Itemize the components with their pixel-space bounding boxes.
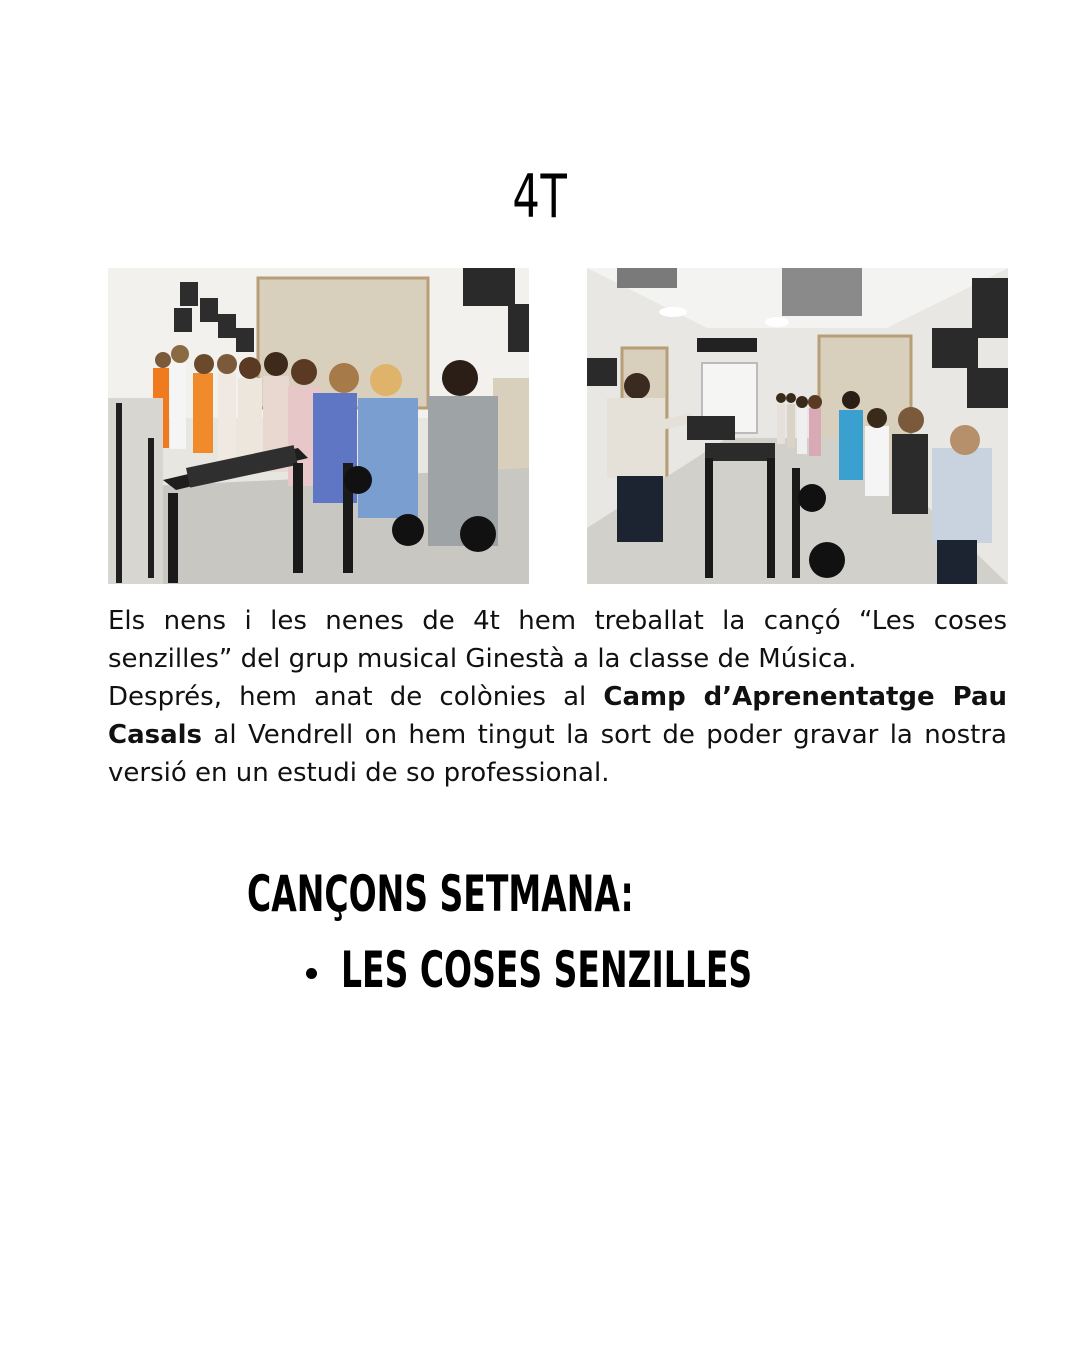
paragraph-2 xyxy=(108,678,1007,792)
song-title: LES COSES SENZILLES xyxy=(341,941,753,999)
paragraph-2-bold: Camp d’Aprenentatge Pau Casals xyxy=(108,682,1007,750)
list-item xyxy=(306,940,964,1000)
song-list xyxy=(306,940,964,1000)
photo-teacher-conducting xyxy=(587,268,1008,584)
paragraph-1: Els nens i les nenes de 4t hem treballat la cançó “Les coses senzilles” del grup musical Ginestà a la classe de Música. xyxy=(108,606,1007,674)
bullet-icon xyxy=(306,968,317,979)
paragraph-2-end: al Vendrell on hem tingut la sort de poder gravar la nostra versió en un estudi de so professional. xyxy=(108,720,1007,788)
body-text xyxy=(108,602,1007,792)
songs-heading: CANÇONS SETMANA: xyxy=(247,865,634,923)
photo-children-recording-image xyxy=(108,268,529,584)
photo-children-recording xyxy=(108,268,529,584)
paragraph-2-start: Després, hem anat de colònies al xyxy=(108,682,604,712)
page-title: 4T xyxy=(512,162,568,232)
photo-teacher-conducting-image xyxy=(587,268,1008,584)
